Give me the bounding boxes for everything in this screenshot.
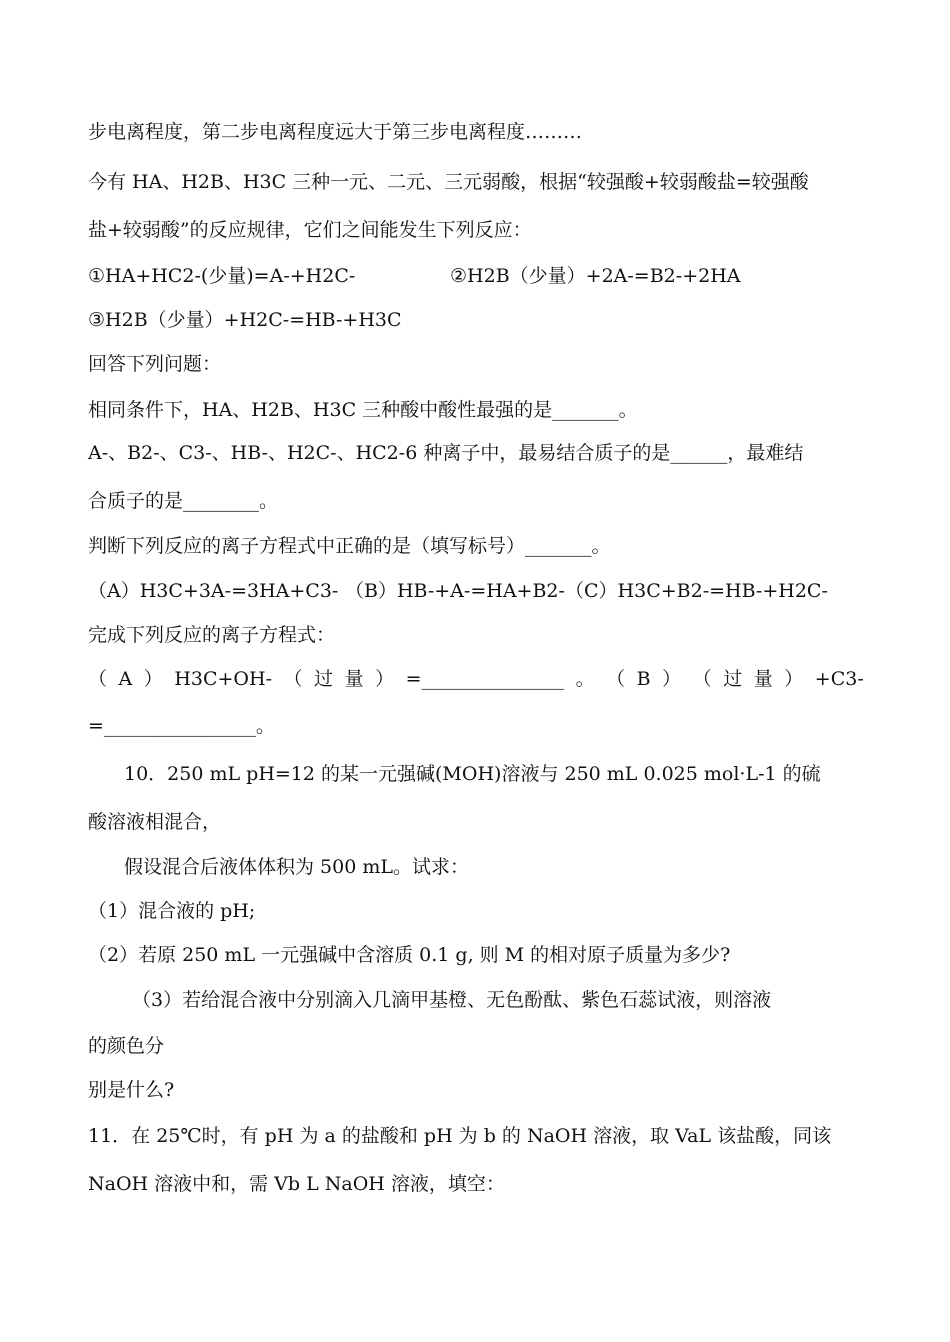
equation-token: 。 [575,668,595,690]
sub-question-3: （3）若给混合液中分别滴入几滴甲基橙、无色酚酞、紫色石蕊试液，则溶液 [132,989,772,1011]
text-line: 盐+较弱酸”的反应规律，它们之间能发生下列反应： [88,219,532,241]
equation-token: 量 [753,668,773,690]
reaction-1: ①HA+HC2-(少量)=A-+H2C- [88,265,356,287]
equation-token: （ [283,668,303,690]
equation-token: A [118,668,133,690]
equation-token: （ [606,668,626,690]
option-c: （C）H3C+B2-=HB-+H2C- [565,580,828,602]
problem-10: 10．250 mL pH=12 的某一元强碱(MOH)溶液与 250 mL 0.025 mol·L-1 的硫 [124,763,821,785]
equation-token: 过 [723,668,743,690]
reaction-2: ②H2B（少量）+2A-=B2-+2HA [450,265,741,287]
equation-token: +C3- [814,668,864,690]
equation-line [88,667,864,691]
problem-10-cont: 酸溶液相混合， [88,811,222,833]
equation-token: ） [143,668,163,690]
section-heading: 回答下列问题： [88,353,222,375]
question-line: 相同条件下，HA、H2B、H3C 三种酸中酸性最强的是_______。 [88,399,638,421]
question-line: 判断下列反应的离子方程式中正确的是（填写标号）_______。 [88,535,611,557]
equation-token: 量 [344,668,364,690]
problem-10-assumption: 假设混合后液体体积为 500 mL。试求： [124,856,469,878]
question-line: A-、B2-、C3-、HB-、H2C-、HC2-6 种离子中，最易结合质子的是______，最难结 [88,442,804,464]
text-line: 步电离程度，第二步电离程度远大于第三步电离程度……… [88,121,583,143]
text-line: 今有 HA、H2B、H3C 三种一元、二元、三元弱酸，根据“较强酸+较弱酸盐=较强酸 [88,171,809,193]
question-line: 完成下列反应的离子方程式： [88,624,336,646]
equation-token: 过 [314,668,334,690]
sub-question-1: （1）混合液的 pH; [88,900,256,922]
option-b: （B）HB-+A-=HA+B2- [345,580,565,602]
problem-11-cont: NaOH 溶液中和，需 Vb L NaOH 溶液，填空： [88,1173,505,1195]
option-a: （A）H3C+3A-=3HA+C3- [88,580,339,602]
question-line: 合质子的是________。 [88,490,279,512]
sub-question-3-cont: 的颜色分 [88,1035,165,1057]
equation-token: ） [784,668,804,690]
sub-question-2: （2）若原 250 mL 一元强碱中含溶质 0.1 g, 则 M 的相对原子质量为多少? [88,944,731,966]
reaction-3: ③H2B（少量）+H2C-=HB-+H3C [88,309,402,331]
equation-token: =_______________ [405,668,565,690]
equation-token: （ [692,668,712,690]
equation-line: =________________。 [88,715,275,737]
equation-token: （ [88,668,108,690]
equation-token: H3C+OH- [174,668,272,690]
equation-token: B [636,668,651,690]
problem-11: 11．在 25℃时，有 pH 为 a 的盐酸和 pH 为 b 的 NaOH 溶液，取 VaL 该盐酸，同该 [88,1125,832,1147]
sub-question-3-cont: 别是什么? [88,1079,175,1101]
equation-token: ） [662,668,682,690]
equation-token: ） [375,668,395,690]
